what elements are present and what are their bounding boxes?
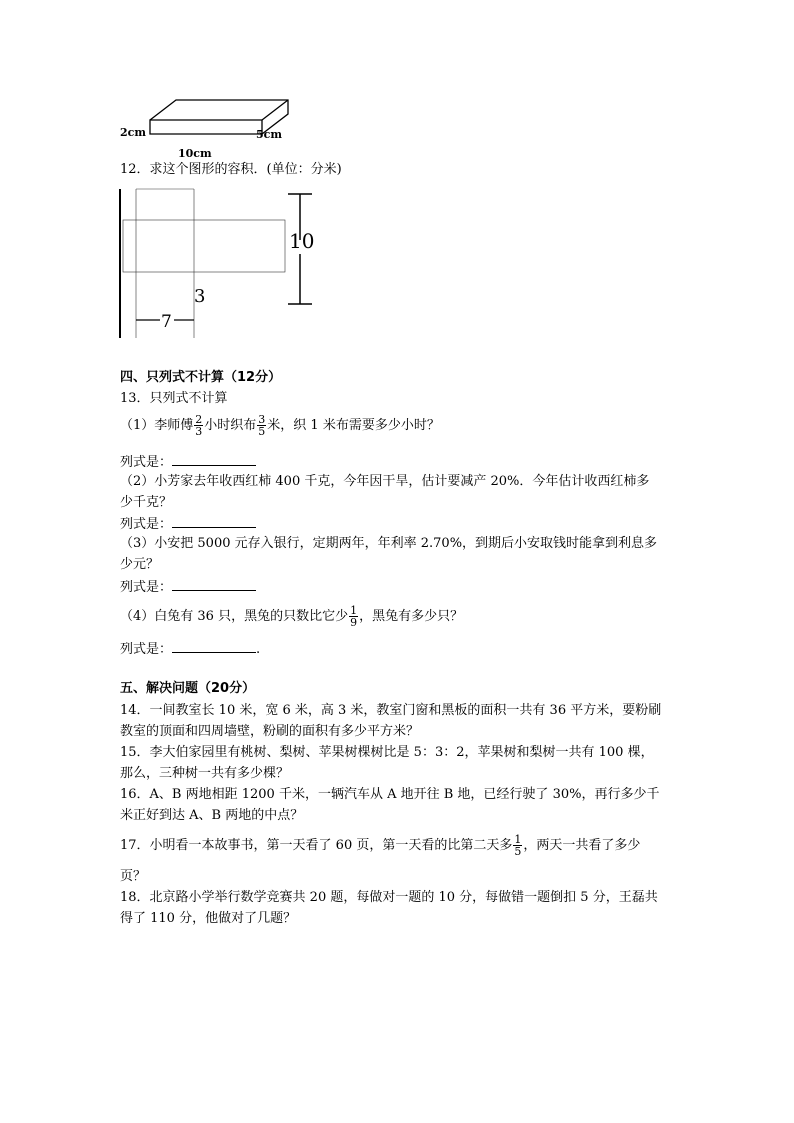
q15-line1: 15．李大伯家园里有桃树、梨树、苹果树棵树比是 5：3：2，苹果树和梨树一共有 100 棵， [120, 745, 654, 760]
box-label-height: 2cm [120, 126, 146, 139]
answer-blank[interactable] [172, 640, 256, 653]
q14-line2: 教室的顶面和四周墙壁，粉刷的面积有多少平方米？ [120, 724, 420, 739]
q13-part4: （4）白兔有 36 只，黑兔的只数比它少 $\frac{1}{9}$ ，黑兔有多少只？ [120, 604, 464, 629]
answer-line: 列式是： [120, 453, 256, 471]
q14-line1: 14．一间教室长 10 米，宽 6 米，高 3 米，教室门窗和黑板的面积一共有 36 平方米，要粉刷 [120, 703, 662, 718]
box-net-figure [118, 184, 314, 340]
q13-part3-line1: （3）小安把 5000 元存入银行，定期两年，年利率 2.70%，到期后小安取钱时能拿到利息多 [120, 536, 658, 551]
box-label-length: 10cm [178, 147, 212, 160]
net-label-3: 3 [194, 286, 206, 307]
q13-part2-line1: （2）小芳家去年收西红柿 400 千克，今年因干旱，估计要减产 20%．今年估计收西红柿多 [120, 474, 650, 489]
box-label-width: 5cm [256, 128, 282, 141]
section4-heading: 四、只列式不计算（12分） [120, 370, 282, 385]
answer-blank[interactable] [172, 453, 256, 466]
cuboid-figure [118, 94, 298, 160]
q16-line1: 16．A、B 两地相距 1200 千米，一辆汽车从 A 地开往 B 地，已经行驶了 30%，再行多少千 [120, 787, 660, 802]
answer-blank[interactable] [172, 515, 256, 528]
q13-part2-line2: 少千克？ [120, 495, 173, 510]
fraction: $\frac{1}{5}$ [514, 833, 522, 858]
fraction: $\frac{1}{9}$ [350, 604, 358, 629]
fraction: $\frac{3}{5}$ [258, 413, 266, 438]
q17-line1: 17．小明看一本故事书，第一天看了 60 页，第一天看的比第二天多 $\frac{1}{5}$ ，两天一共看了多少 [120, 833, 641, 858]
q18-line2: 得了 110 分，他做对了几题？ [120, 911, 297, 926]
q15-line2: 那么，三种树一共有多少棵？ [120, 766, 290, 781]
q13-title: 13．只列式不计算 [120, 391, 228, 406]
answer-line: 列式是： [120, 578, 256, 596]
q13-part3-line2: 少元？ [120, 557, 160, 572]
q17-line2: 页？ [120, 869, 147, 884]
answer-line: 列式是： [120, 515, 256, 533]
net-label-10: 10 [289, 229, 314, 253]
q18-line1: 18．北京路小学举行数学竞赛共 20 题，每做对一题的 10 分，每做错一题倒扣 5 分，王磊共 [120, 890, 658, 905]
q16-line2: 米正好到达 A、B 两地的中点？ [120, 808, 304, 823]
net-label-7: 7 [161, 312, 172, 332]
answer-line: 列式是： . [120, 642, 261, 657]
answer-blank[interactable] [172, 578, 256, 591]
q12-text: 12．求这个图形的容积．(单位：分米) [120, 162, 342, 177]
section5-heading: 五、解决问题（20分） [120, 681, 256, 696]
fraction: $\frac{2}{3}$ [195, 413, 203, 438]
q13-part1: （1）李师傅 $\frac{2}{3}$ 小时织布 $\frac{3}{5}$ 米，织 1 米布需要多少小时？ [120, 413, 440, 438]
